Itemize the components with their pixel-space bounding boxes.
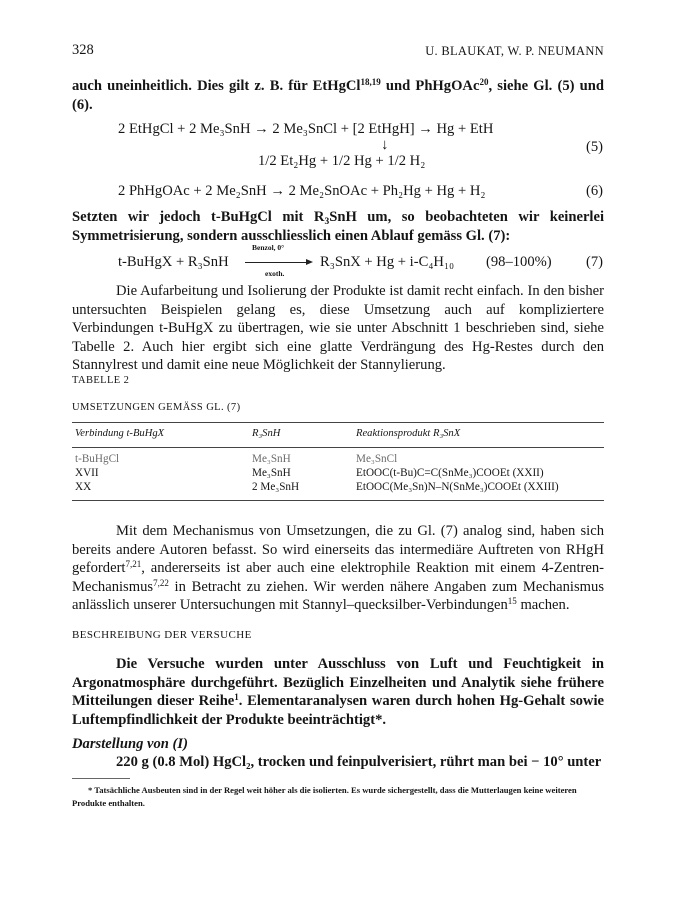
table-cell: Me₃SnH xyxy=(252,453,291,465)
table-cell: EtOOC(Me₃Sn)N–N(SnMe₃)COOEt (XXIII) xyxy=(356,481,559,493)
text-run: auch uneinheitlich. Dies gilt z. B. für EtHgCl xyxy=(72,78,361,94)
citation: 7,21 xyxy=(125,559,142,569)
equation-5-number: (5) xyxy=(586,139,604,155)
paragraph-symmetrization xyxy=(72,208,604,245)
page-number: 328 xyxy=(72,42,94,58)
text-run: . Elementaranalysen waren durch hohen Hg-Gehalt sowie Luftempfindlichkeit der Produkte beeinträchtigt*. xyxy=(72,693,604,728)
equation-7-products: R₃SnX + Hg + i-C₄H₁₀ xyxy=(320,254,455,270)
text-run: Setzten wir jedoch t-BuHgCl mit R xyxy=(72,209,325,225)
citation: 20 xyxy=(479,77,489,87)
table-cell: 2 Me₃SnH xyxy=(252,481,300,493)
text-run: , andererseits ist aber auch eine elektrophile Reaktion mit einem 4-Zentren-Mechanismus xyxy=(72,560,604,595)
equation-7-reaction-arrow xyxy=(245,262,309,263)
table-header-product: Reaktionsprodukt R₃SnX xyxy=(356,428,461,439)
table-cell: EtOOC(t-Bu)C=C(SnMe₃)COOEt (XXII) xyxy=(356,467,544,479)
table-header-rule xyxy=(72,447,604,448)
equation-5-line1: 2 EtHgCl + 2 Me₃SnH → 2 Me₃SnCl + [2 EtHgH] → Hg + EtH xyxy=(118,121,494,137)
text-run: Mit dem Mechanismus von Umsetzungen, die zu Gl. (7) analog sind, haben sich bereits andere Autoren befasst. So wird einerseits das intermediäre Auftreten von RHgH gefordert xyxy=(72,523,604,576)
citation: 18,19 xyxy=(360,77,381,87)
equation-6-number: (6) xyxy=(586,183,604,199)
table-cell: XVII xyxy=(75,467,99,479)
table-cell: t-BuHgCl xyxy=(75,453,120,465)
equation-7-yield: (98–100%) xyxy=(486,254,552,270)
footnote: * Tatsächliche Ausbeuten sind in der Regel weit höher als die isolierten. Es wurde sichergestellt, dass die Mutterlaugen keine weiteren Produkte enthalten. xyxy=(72,785,577,808)
paragraph-workup: Die Aufarbeitung und Isolierung der Produkte ist damit recht einfach. In den bisher untersuchten Beispielen gelang es, diese Umsetzung auch auf kompliziertere Verbindungen t-BuHgX zu übertragen, wie sie unter Abschnitt 1 beschrieben sind, siehe Tabelle 2. Auch hier ergibt sich eine glatte Verdrängung des Hg-Restes durch den Stannylrest und damit eine neue Möglichkeit der Stannylierung. xyxy=(72,283,604,373)
paragraph-experimental xyxy=(72,655,604,729)
citation: 7,22 xyxy=(153,577,169,588)
subheading-preparation: Darstellung von (I) xyxy=(72,736,188,752)
table-header-reagent: R₃SnH xyxy=(252,428,281,439)
table-cell: XX xyxy=(75,481,92,493)
equation-7-condition-above: Benzol, 0° xyxy=(252,243,285,252)
table-top-rule xyxy=(72,422,604,423)
citation: 1 xyxy=(234,692,239,702)
table-bottom-rule xyxy=(72,500,604,501)
table-cell: Me₃SnH xyxy=(252,467,291,479)
text-run: und PhHgOAc xyxy=(380,78,480,94)
citation: 15 xyxy=(507,596,517,606)
text-run: SnH um, so beobachteten wir keinerlei Symmetrisierung, sondern ausschliesslich einen Ablauf gemäss Gl. (7): xyxy=(72,209,605,244)
equation-6: 2 PhHgOAc + 2 Me₂SnH → 2 Me₂SnOAc + Ph₂Hg + Hg + H₂ xyxy=(118,183,486,199)
footnote-rule xyxy=(72,778,130,779)
subscript: 3 xyxy=(324,217,330,227)
equation-7-arrow-head xyxy=(306,259,313,265)
text-run: , siehe Gl. (5) und (6). xyxy=(72,78,604,113)
equation-5-line2: 1/2 Et₂Hg + 1/2 Hg + 1/2 H₂ xyxy=(258,153,426,169)
paragraph-mechanism xyxy=(72,522,604,615)
paragraph-preparation: 220 g (0.8 Mol) HgCl₂, trocken und feinpulverisiert, rührt man bei − 10° unter xyxy=(116,754,602,770)
running-header-authors: U. BLAUKAT, W. P. NEUMANN xyxy=(425,44,604,58)
equation-7-condition-below: exoth. xyxy=(265,269,285,278)
table-label: TABELLE 2 xyxy=(72,375,130,386)
equation-7-reactants: t-BuHgX + R₃SnH xyxy=(118,254,229,270)
equation-7-number: (7) xyxy=(586,254,604,270)
table-cell: Me₃SnCl xyxy=(356,453,398,465)
equation-5-down-arrow: ↓ xyxy=(381,137,389,153)
text-run: Die Versuche wurden unter Ausschluss von Luft und Feuchtigkeit in Argonatmosphäre durchgeführt. Bezüglich Einzelheiten und Analytik siehe frühere Mitteilungen dieser Reihe xyxy=(72,656,604,709)
table-header-compound: Verbindung t-BuHgX xyxy=(75,428,165,439)
section-heading: BESCHREIBUNG DER VERSUCHE xyxy=(72,629,252,641)
text-run: machen. xyxy=(516,597,570,613)
text-run: in Betracht zu ziehen. Wir werden nähere Angaben zum Mechanismus anlässlich unserer Untersuchungen mit Stannyl–quecksilber-Verbindungen xyxy=(72,578,604,613)
table-caption: UMSETZUNGEN GEMÄSS GL. (7) xyxy=(72,402,241,413)
paragraph-intro xyxy=(72,77,604,114)
